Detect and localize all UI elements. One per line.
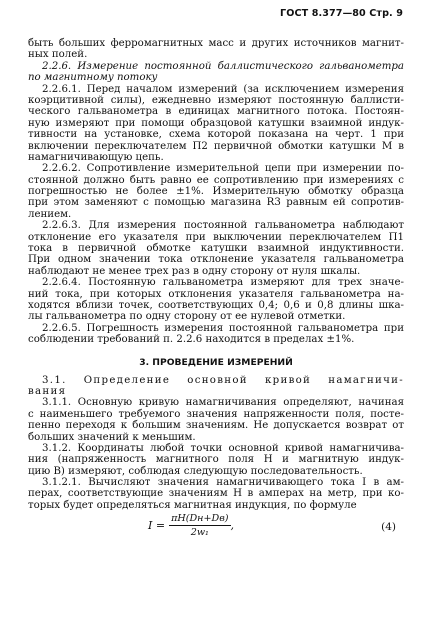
formula-numerator: πH(Dн+Dв) — [171, 513, 229, 525]
subsection-heading: 2.2.6. Измерение постоянной баллистического гальванометра — [42, 60, 404, 72]
text-line: лы гальванометра по одну сторону от ее нулевой отметки. — [28, 311, 346, 323]
text-line: лением. — [28, 208, 72, 220]
text-line: ния (напряженность магнитного поля Н и магнитную индук- — [28, 454, 404, 466]
text-line: включении переключателем П2 первичной обмотки катушки М в — [28, 140, 404, 152]
subsection-heading: вания — [28, 385, 67, 397]
text-line: намагничивающую цепь. — [28, 151, 164, 163]
text-line: при этом заменяют с помощью магазина R3 равным ей сопротив- — [28, 197, 404, 209]
formula-expression — [148, 513, 234, 538]
text-line: больших значений к меньшим. — [28, 431, 196, 443]
subsection-heading: по магнитному потоку — [28, 72, 158, 84]
text-line: ний тока, при которых отклонения указателя гальванометра на- — [28, 288, 404, 300]
subsection-heading: 3.1. Определение основной кривой намагничи- — [42, 374, 404, 386]
text-line: соблюдении требований п. 2.2.6 находится в пределах ±1%. — [28, 334, 355, 346]
text-line: 2.2.6.5. Погрешность измерения постоянной гальванометра при — [42, 322, 404, 334]
text-line: тока в первичной обмотке катушки взаимной индуктивности. — [28, 243, 404, 255]
text-line: быть больших ферромагнитных масс и других источников магнит- — [28, 38, 404, 49]
text-line: цию В) измеряют, соблюдая следующую последовательность. — [28, 465, 363, 477]
page-header: ГОСТ 8.377—80 Стр. 9 — [280, 8, 403, 19]
formula-tail: , — [230, 519, 235, 533]
section-heading: 3. ПРОВЕДЕНИЕ ИЗМЕРЕНИЙ — [139, 356, 293, 368]
text-line: тивности на установке, схема которой показана на черт. 1 при — [28, 129, 404, 141]
text-line: 2.2.6.3. Для измерения постоянной гальванометра наблюдают — [42, 220, 404, 232]
text-line: пенно переходя к большим значениям. Не допускается возврат от — [28, 420, 404, 432]
equation-number: (4) — [381, 521, 396, 534]
text-line: отклонение его указателя при выключении переключателем П1 — [28, 231, 404, 243]
text-line: 2.2.6.1. Перед началом измерений (за исключением измерения — [42, 83, 404, 95]
formula-4 — [28, 513, 404, 545]
text-line: 3.1.2.1. Вычисляют значения намагничивающего тока I в ам- — [42, 477, 404, 489]
text-line: торых будет определяться магнитная индукция, по формуле — [28, 499, 357, 511]
text-line: 3.1.2. Координаты любой точки основной кривой намагничива- — [42, 442, 404, 454]
document-body — [28, 38, 404, 545]
text-line: 2.2.6.2. Сопротивление измерительной цепи при измерении по- — [42, 163, 404, 175]
text-line: коэрцитивной силы), ежедневно измеряют постоянную баллисти- — [28, 94, 404, 106]
text-line: 2.2.6.4. Постоянную гальванометра измеряют для трех значе- — [42, 277, 404, 289]
text-line: наблюдают не менее трех раз в одну сторону от нуля шкалы. — [28, 265, 361, 277]
formula-denominator: 2w₁ — [190, 527, 209, 539]
text-line: перах, соответствующие значениям Н в амперах на метр, при ко- — [28, 488, 404, 500]
text-line: стоянной должно быть равно ее сопротивлению при измерениях с — [28, 174, 404, 186]
text-line: с наименьшего требуемого значения напряженности поля, посте- — [28, 408, 404, 420]
text-line: ных полей. — [28, 49, 88, 61]
text-line: ную измеряют при помощи образцовой катушки взаимной индук- — [28, 117, 404, 129]
text-line: 3.1.1. Основную кривую намагничивания определяют, начиная — [42, 397, 404, 409]
formula-lhs: I = — [148, 519, 166, 533]
text-line: ческого гальванометра в единицах магнитного потока. Постоян- — [28, 106, 404, 118]
text-line: При одном значении тока отклонение указателя гальванометра — [28, 254, 404, 266]
text-line: ходятся вблизи точек, соответствующих 0,4; 0,6 и 0,8 длины шка- — [28, 299, 404, 311]
formula-fraction — [169, 513, 230, 538]
text-line: погрешностью не более ±1%. Измерительную обмотку образца — [28, 186, 404, 198]
